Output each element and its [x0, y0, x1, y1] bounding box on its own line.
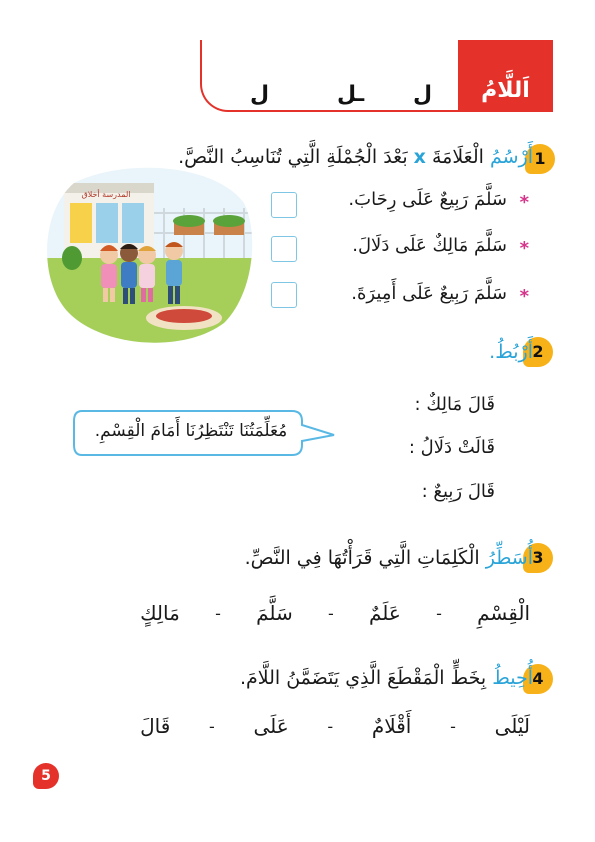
word-option[interactable]: عَلَمٌ [368, 601, 401, 625]
school-sign-text: المدرسة أخلاق [81, 190, 131, 199]
checkbox-sentence-2[interactable] [271, 236, 297, 262]
word-separator: - [327, 603, 334, 623]
sentence-3: سَلَّمَ رَبِيعٌ عَلَى أَمِيرَةَ. [351, 283, 507, 304]
checkbox-sentence-1[interactable] [271, 192, 297, 218]
sentence-2: سَلَّمَ مَالِكٌ عَلَى دَلَالَ. [352, 235, 507, 256]
exercise-2-instruction [489, 341, 533, 363]
speaker-1: قَالَ مَالِكٌ : [414, 394, 495, 415]
lesson-title: اَللَّامُ [481, 78, 530, 103]
exercise-1-number: 1 [525, 144, 555, 174]
exercise-3-text: الْكَلِمَاتِ الَّتِي قَرَأْتُهَا فِي النَّصِّ. [244, 547, 480, 569]
word-option[interactable]: سَلَّمَ [256, 601, 293, 625]
word-separator: - [215, 603, 221, 623]
exercise-3-verb: أُسَطِّرُ [485, 547, 533, 569]
word-option[interactable]: مَالِكٍ [140, 601, 180, 625]
speaker-3: قَالَ رَبِيعٌ : [421, 481, 495, 502]
bullet-3: * [519, 286, 529, 307]
exercise-1-text-a: الْعَلَامَةَ [431, 146, 484, 168]
exercise-3-number: 3 [523, 543, 553, 573]
word-option[interactable]: عَلَى [253, 714, 289, 738]
exercise-4-text: بِخَطٍّ الْمَقْطَعَ الَّذِي يَتَضَمَّنُ اللَّامَ. [239, 667, 487, 689]
sentence-1: سَلَّمَ رَبِيعٌ عَلَى رِحَابَ. [348, 189, 507, 210]
bullet-1: * [519, 192, 529, 213]
exercise-4-verb: أُحِيطُ [492, 667, 533, 689]
x-mark-icon: x [413, 146, 426, 168]
word-option[interactable]: لَيْلَى [494, 714, 530, 738]
word-option[interactable]: أَقْلَامٌ [371, 714, 412, 738]
exercise-4-word-row [140, 714, 530, 738]
speaker-2: قَالَتْ دَلَالُ : [408, 437, 495, 458]
word-separator: - [327, 716, 334, 736]
letter-form-isolated: ل [413, 82, 433, 107]
bullet-2: * [519, 238, 529, 259]
speech-bubble-text: مُعَلِّمَتُنَا تَنْتَظِرُنَا أَمَامَ الْقِسْمِ. [94, 421, 288, 441]
word-separator: - [436, 603, 442, 623]
exercise-4-instruction [240, 667, 533, 689]
letter-form-final: ـل [337, 82, 365, 107]
exercise-2-verb: أَرْبُطُ. [489, 341, 533, 363]
word-option[interactable]: الْقِسْمِ [477, 601, 530, 625]
exercise-2-number: 2 [523, 337, 553, 367]
word-option[interactable]: قَالَ [140, 714, 171, 738]
exercise-3-instruction [245, 547, 533, 569]
exercise-1-text-b: بَعْدَ الْجُمْلَةِ الَّتِي تُنَاسِبُ النَّصَّ. [178, 146, 408, 168]
word-separator: - [208, 716, 215, 736]
exercise-1-verb: أَرْسُمُ [489, 146, 533, 168]
exercise-4-number: 4 [523, 664, 553, 694]
school-scene-illustration [44, 163, 254, 343]
exercise-3-word-row [140, 601, 530, 625]
letter-form-initial: ل [250, 82, 270, 107]
word-separator: - [450, 716, 456, 736]
checkbox-sentence-3[interactable] [271, 282, 297, 308]
page-number-badge: 5 [33, 763, 59, 789]
